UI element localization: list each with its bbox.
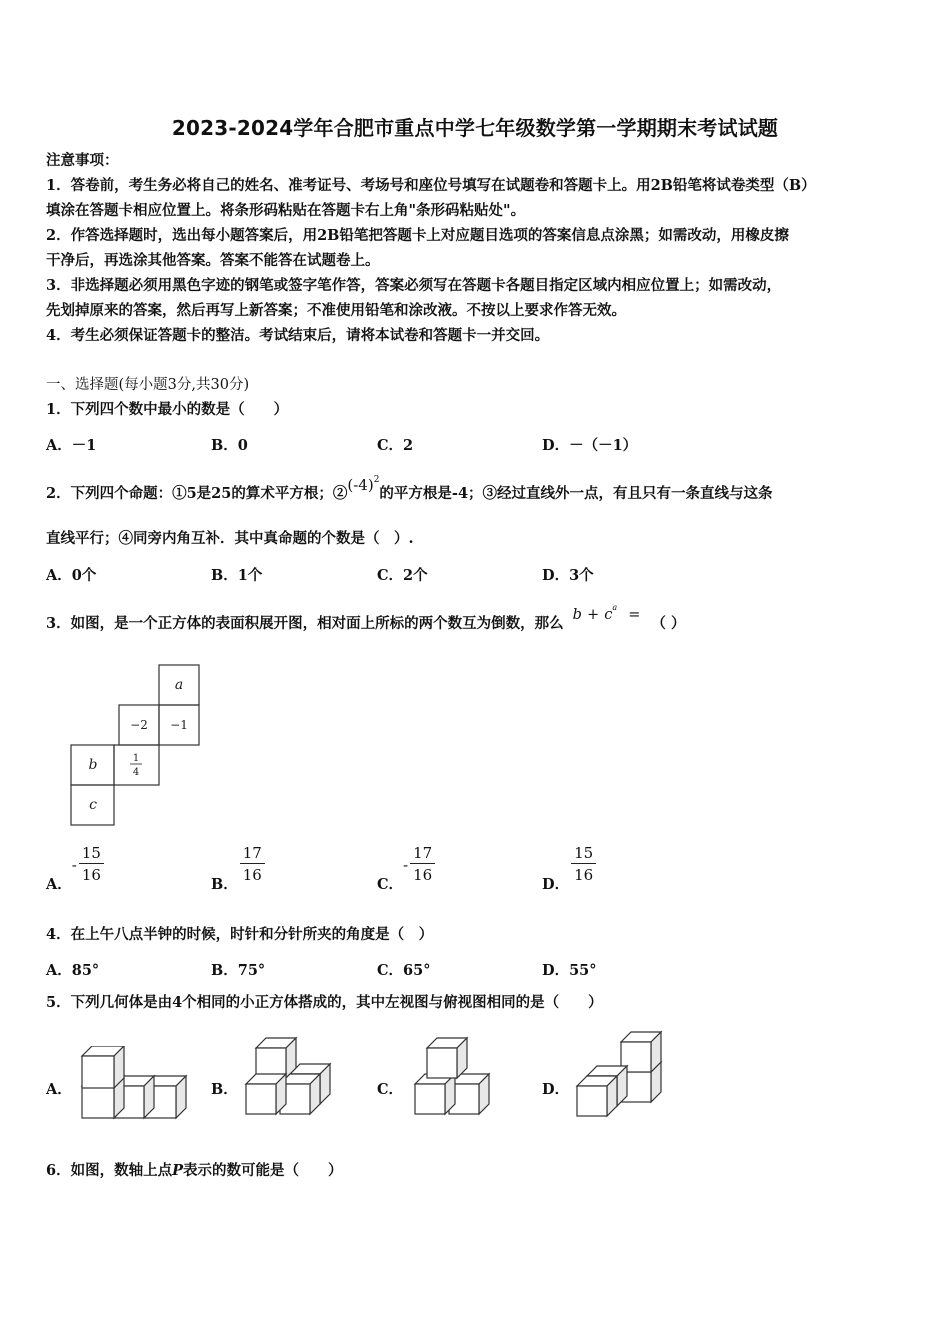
q3-expr-eq: = bbox=[628, 606, 641, 623]
q5-option-c-label: C． bbox=[377, 1081, 404, 1098]
q3-stem: 3．如图，是一个正方体的表面积展开图，相对面上所标的两个数互为倒数，那么 bbox=[46, 614, 564, 632]
q5-figure-b bbox=[244, 1036, 334, 1121]
q4-option-b: B．75° bbox=[211, 962, 266, 979]
net-label-quarter-den: 4 bbox=[132, 767, 140, 778]
notice-line: 干净后，再选涂其他答案。答案不能答在试题卷上。 bbox=[46, 252, 380, 269]
q2-option-b: B．1个 bbox=[211, 567, 263, 584]
q2-option-c: C．2个 bbox=[377, 567, 428, 584]
q2-stem-a: 2．下列四个命题：①5是25的算术平方根；② bbox=[46, 484, 348, 502]
q2-expr-base: (-4) bbox=[347, 475, 374, 494]
cube-net-figure bbox=[66, 660, 206, 830]
notice-line: 2．作答选择题时，选出每小题答案后，用2B铅笔把答题卡上对应题目选项的答案信息点涂黑；如需改动，用橡皮擦 bbox=[46, 227, 789, 244]
q3-option-d: D． $\frac{15}{16}$ bbox=[542, 843, 596, 886]
q3-expr-b: b bbox=[572, 606, 582, 623]
q5-figure-a bbox=[80, 1046, 198, 1121]
notice-heading: 注意事项： bbox=[46, 152, 119, 169]
q5-option-a-label: A． bbox=[46, 1081, 72, 1098]
question-2-stem bbox=[46, 475, 906, 504]
net-label-c: c bbox=[89, 797, 97, 813]
notice-line: 3．非选择题必须用黑色字迹的钢笔或签字笔作答，答案必须写在答题卡各题目指定区域内相应位置上；如需改动， bbox=[46, 277, 782, 294]
q1-option-c: C．2 bbox=[377, 437, 414, 454]
q4-option-d: D．55° bbox=[542, 962, 597, 979]
q5-figure-d bbox=[575, 1030, 675, 1120]
question-5-stem: 5．下列几何体是由4个相同的小正方体搭成的，其中左视图与俯视图相同的是（ ） bbox=[46, 994, 603, 1011]
q4-option-c: C．65° bbox=[377, 962, 431, 979]
q1-option-a: A．－1 bbox=[46, 437, 97, 454]
q1-option-b: B．0 bbox=[211, 437, 248, 454]
q3-option-b: B． $\frac{17}{16}$ bbox=[211, 843, 265, 886]
q3-expr-a: a bbox=[612, 603, 618, 612]
q3-expr-c: c bbox=[604, 606, 613, 623]
page-title: 2023-2024学年合肥市重点中学七年级数学第一学期期末考试试题 bbox=[171, 116, 779, 140]
net-label-m1: −1 bbox=[170, 718, 188, 732]
q5-option-b-label: B． bbox=[211, 1081, 238, 1098]
section-heading: 一、选择题(每小题3分,共30分) bbox=[46, 377, 250, 393]
question-4-stem: 4．在上午八点半钟的时候，时针和分针所夹的角度是（ ） bbox=[46, 926, 434, 943]
q6-point: P bbox=[172, 1162, 183, 1179]
q3-option-c: C．- $\frac{17}{16}$ bbox=[377, 843, 435, 886]
net-label-m2: −2 bbox=[130, 718, 148, 732]
q2-stem-b: 的平方根是-4；③经过直线外一点，有且只有一条直线与这条 bbox=[379, 484, 773, 502]
notice-line: 1．答卷前，考生务必将自己的姓名、准考证号、考场号和座位号填写在试题卷和答题卡上。用2B铅笔将试卷类型（B） bbox=[46, 177, 816, 194]
question-6-stem: 6．如图，数轴上点P表示的数可能是（ ） bbox=[46, 1162, 343, 1179]
q5-figure-c bbox=[413, 1036, 495, 1121]
q3-expr-plus: + bbox=[587, 606, 600, 623]
notice-line: 先划掉原来的答案，然后再写上新答案；不准使用铅笔和涂改液。不按以上要求作答无效。 bbox=[46, 302, 626, 319]
q1-option-d: D．－（－1） bbox=[542, 437, 638, 454]
notice-line: 填涂在答题卡相应位置上。将条形码粘贴在答题卡右上角"条形码粘贴处"。 bbox=[46, 202, 526, 219]
net-label-a: a bbox=[174, 677, 184, 693]
q2-expr-exp: 2 bbox=[373, 475, 380, 485]
question-3-stem bbox=[46, 603, 906, 634]
q5-option-d-label: D． bbox=[542, 1081, 570, 1098]
q3-stem-end: （ ） bbox=[651, 614, 686, 632]
question-1-stem: 1．下列四个数中最小的数是（ ） bbox=[46, 401, 289, 418]
notice-line: 4．考生必须保证答题卡的整洁。考试结束后，请将本试卷和答题卡一并交回。 bbox=[46, 327, 550, 344]
net-face-quarter bbox=[114, 745, 159, 785]
net-label-b: b bbox=[88, 757, 98, 773]
q2-option-d: D．3个 bbox=[542, 567, 594, 584]
q2-option-a: A．0个 bbox=[46, 567, 97, 584]
q4-option-a: A．85° bbox=[46, 962, 100, 979]
q2-stem-c: 直线平行；④同旁内角互补．其中真命题的个数是（ ）. bbox=[46, 530, 414, 547]
q3-option-a: A．- $\frac{15}{16}$ bbox=[46, 843, 104, 886]
net-label-quarter-num: 1 bbox=[132, 753, 140, 764]
